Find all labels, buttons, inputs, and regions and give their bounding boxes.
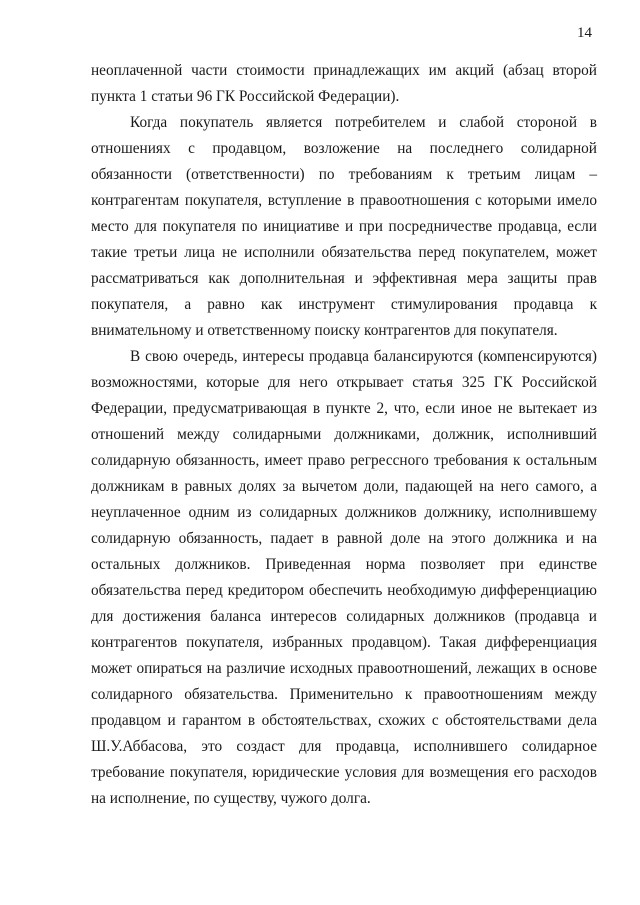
paragraph-seller-interests: В свою очередь, интересы продавца балансируются (компенсируются) возможностями, которые для него открывает статья 325 ГК Российской Федерации, предусматривающая в пункте 2, что, если иное не вытекает из отношений между солидарными должниками, должник, исполнивший солидарную обязанность, имеет право регрессного требования к остальным должникам в равных долях за вычетом доли, падающей на него самого, а неуплаченное одним из солидарных должников должнику, исполнившему солидарную обязанность, падает в равной доле на этого должника и на остальных должников. Приведенная норма позволяет при единстве обязательства перед кредитором обеспечить необходимую дифференциацию для достижения баланса интересов солидарных должников (продавца и контрагентов покупателя, избранных продавцом). Такая дифференциация может опираться на различие исходных правоотношений, лежащих в основе солидарного обязательства. Применительно к правоотношениям между продавцом и гарантом в обстоятельствах, схожих с обстоятельствами дела Ш.У.Аббасова, это создаст для продавца, исполнившего солидарное требование покупателя, юридические условия для возмещения его расходов на исполнение, по существу, чужого долга. [91,348,597,807]
paragraph-consumer-protection: Когда покупатель является потребителем и слабой стороной в отношениях с продавцом, возложение на последнего солидарной обязанности (ответственности) по требованиям к третьим лицам – контрагентам покупателя, вступление в правоотношения с которыми имело место для покупателя по инициативе и при посредничестве продавца, если такие третьи лица не исполнили обязательства перед покупателем, может рассматриваться как дополнительная и эффективная мера защиты прав покупателя, а равно как инструмент стимулирования продавца к внимательному и ответственному поиску контрагентов для покупателя. [91,114,597,339]
paragraph-continuation: неоплаченной части стоимости принадлежащих им акций (абзац второй пункта 1 статьи 96 ГК Российской Федерации). [91,62,597,105]
document-body [91,58,597,812]
page-number: 14 [577,25,592,41]
